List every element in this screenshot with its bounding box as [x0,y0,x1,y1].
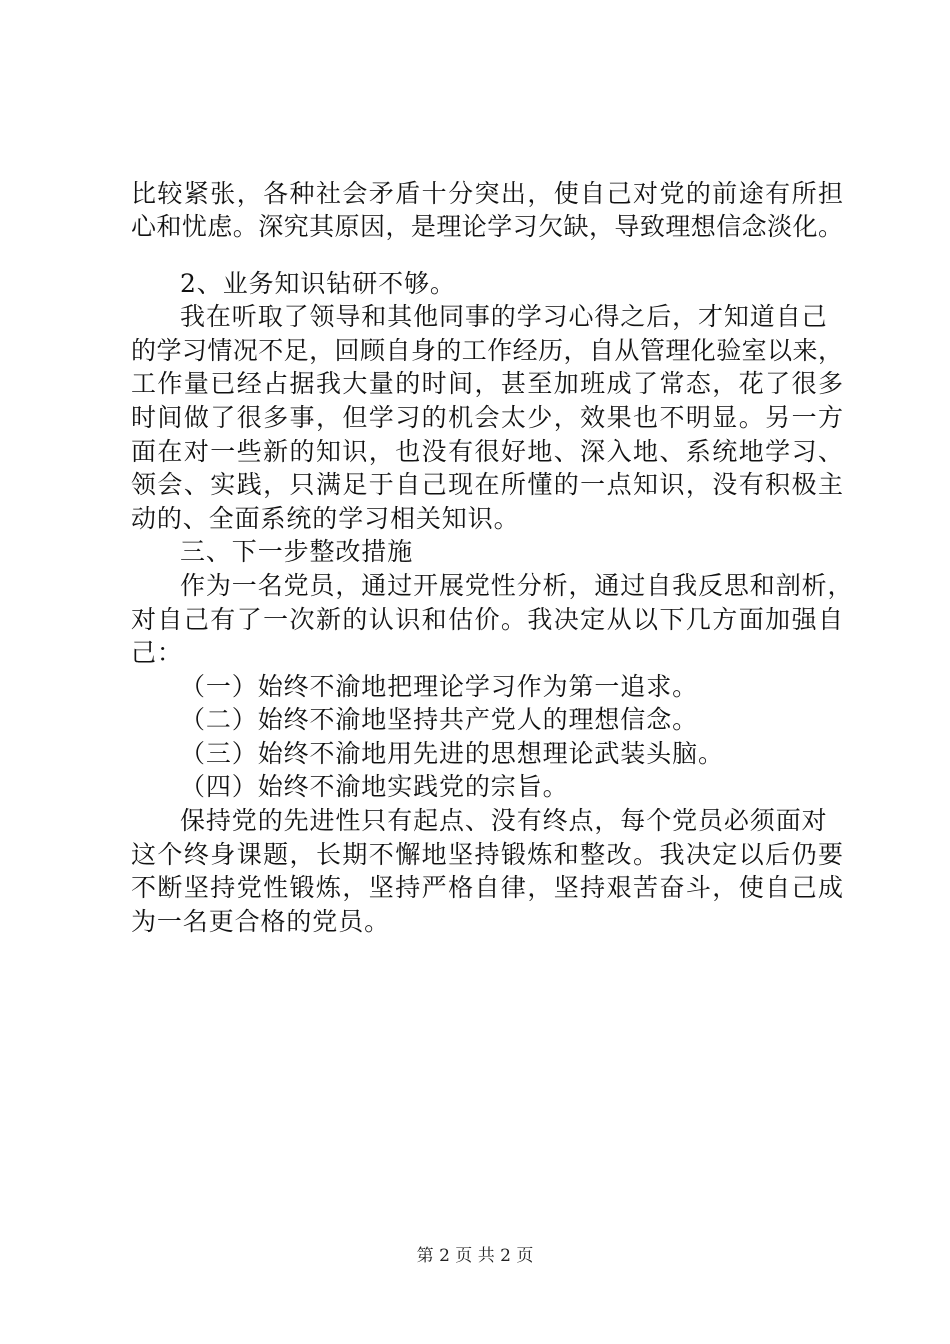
paragraph-line: 为一名更合格的党员。 [131,907,391,936]
list-item: （四）始终不渝地实践党的宗旨。 [180,772,569,801]
section-heading: 三、下一步整改措施 [180,537,414,566]
paragraph-line: 我在听取了领导和其他同事的学习心得之后，才知道自己 [180,302,828,331]
paragraph-line: 不断坚持党性锻炼，坚持严格自律，坚持艰苦奋斗，使自己成 [131,873,843,902]
paragraph-line: 时间做了很多事，但学习的机会太少，效果也不明显。另一方 [131,403,843,432]
paragraph-line: 的学习情况不足，回顾自身的工作经历，自从管理化验室以来， [131,336,843,365]
list-item: （一）始终不渝地把理论学习作为第一追求。 [180,672,699,701]
page-number: 第 2 页 共 2 页 [416,1246,534,1266]
list-item: （三）始终不渝地用先进的思想理论武装头脑。 [180,739,724,768]
list-item: （二）始终不渝地坚持共产党人的理想信念。 [180,705,699,734]
paragraph-line: 作为一名党员，通过开展党性分析，通过自我反思和剖析， [180,571,854,600]
paragraph-line: 保持党的先进性只有起点、没有终点，每个党员必须面对 [180,806,828,835]
paragraph-line: 己： [131,638,183,667]
paragraph-line: 对自己有了一次新的认识和估价。我决定从以下几方面加强自 [131,605,843,634]
paragraph-line: 面在对一些新的知识，也没有很好地、深入地、系统地学习、 [131,437,843,466]
paragraph-line: 动的、全面系统的学习相关知识。 [131,504,520,533]
section-heading: 2、业务知识钻研不够。 [180,269,456,298]
paragraph-line: 领会、实践，只满足于自己现在所懂的一点知识，没有积极主 [131,470,843,499]
paragraph-line: 心和忧虑。深究其原因，是理论学习欠缺，导致理想信念淡化。 [131,212,843,241]
paragraph-line: 工作量已经占据我大量的时间，甚至加班成了常态，花了很多 [131,369,843,398]
paragraph-line: 这个终身课题，长期不懈地坚持锻炼和整改。我决定以后仍要 [131,840,843,869]
paragraph-line: 比较紧张，各种社会矛盾十分突出，使自己对党的前途有所担 [131,179,843,208]
